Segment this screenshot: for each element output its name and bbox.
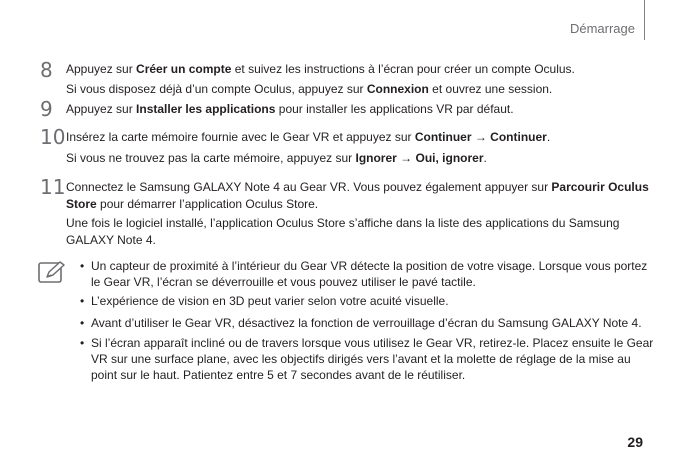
step-number: 9 — [40, 97, 53, 121]
step-text: Appuyez sur Installer les applications pour installer les applications VR par défaut. — [66, 102, 514, 116]
note-pencil-icon — [38, 260, 66, 284]
note-text: VR sur une surface plane, avec les objectifs dirigés vers l’avant et la molette de réglage de la mise au — [91, 352, 631, 366]
note-text: L’expérience de vision en 3D peut varier selon votre acuité visuelle. — [91, 294, 449, 308]
bullet: • — [80, 259, 85, 273]
step-number: 8 — [40, 58, 53, 82]
step-text: Si vous disposez déjà d’un compte Oculus, appuyez sur Connexion et ouvrez une session. — [66, 82, 553, 96]
bullet: • — [80, 316, 85, 330]
section-title: Démarrage — [569, 21, 635, 36]
page-number: 29 — [627, 434, 643, 450]
bullet: • — [80, 336, 85, 350]
step-text: Store pour démarrer l’application Oculus Store. — [66, 197, 319, 211]
note-text: Un capteur de proximité à l’intérieur du Gear VR détecte la position de votre visage. Lorsque vous portez — [91, 259, 648, 273]
step-text: Appuyez sur Créer un compte et suivez les instructions à l’écran pour créer un compte Oculus. — [66, 62, 575, 76]
header-divider — [644, 0, 645, 40]
step-text: Insérez la carte mémoire fournie avec le Gear VR et appuyez sur Continuer → Continuer. — [66, 130, 551, 144]
note-text: point sur le haut. Patientez entre 5 et 7 secondes avant de le réutiliser. — [91, 368, 466, 382]
note-text: le Gear VR, l’écran se déverrouille et vous pouvez utiliser le pavé tactile. — [91, 275, 476, 289]
step-text: GALAXY Note 4. — [66, 233, 156, 247]
step-text: Connectez le Samsung GALAXY Note 4 au Gear VR. Vous pouvez également appuyer sur Parcourir Oculus — [66, 180, 649, 194]
note-text: Avant d’utiliser le Gear VR, désactivez la fonction de verrouillage d’écran du Samsung GALAXY Note 4. — [91, 316, 642, 330]
step-text: Si vous ne trouvez pas la carte mémoire, appuyez sur Ignorer → Oui, ignorer. — [66, 151, 487, 165]
step-number: 11 — [40, 175, 66, 199]
bullet: • — [80, 294, 85, 308]
step-text: Une fois le logiciel installé, l’application Oculus Store s’affiche dans la liste des applications du Samsung — [66, 216, 620, 230]
step-number: 10 — [40, 125, 66, 149]
note-text: Si l’écran apparaît incliné ou de travers lorsque vous utilisez le Gear VR, retirez-le. Placez ensuite le Gear — [91, 336, 654, 350]
